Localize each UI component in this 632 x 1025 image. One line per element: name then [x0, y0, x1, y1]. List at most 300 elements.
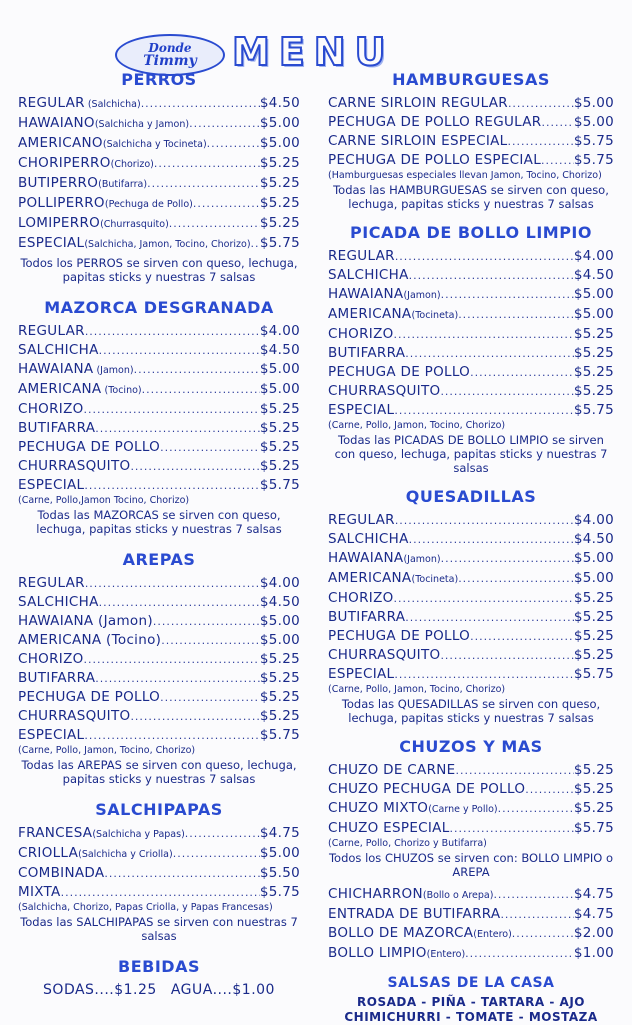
- dot-leader: [134, 360, 260, 379]
- menu-item: [18, 864, 300, 883]
- item-name: [328, 94, 508, 113]
- dot-leader: [189, 114, 260, 133]
- section-title: SALCHIPAPAS: [95, 800, 223, 819]
- item-name: [328, 589, 394, 608]
- item-name: [328, 819, 450, 838]
- item-name: [328, 627, 470, 646]
- item-note: (Entero): [426, 949, 466, 960]
- menu-item: [328, 549, 614, 569]
- dot-leader: [541, 113, 573, 132]
- section-hamburguesas: [328, 70, 614, 211]
- item-name-text: CHURRASQUITO: [328, 383, 441, 399]
- menu-item: [18, 234, 300, 254]
- section-footer-note: Todos los PERROS se sirven con queso, lechuga, papitas sticks y nuestras 7 salsas: [20, 256, 298, 284]
- item-name-text: CHURRASQUITO: [18, 458, 131, 474]
- item-name: [18, 883, 61, 902]
- item-name: [18, 631, 161, 650]
- item-name-text: HAWAIANA: [328, 550, 404, 566]
- item-name-text: ENTRADA DE BUTIFARRA: [328, 906, 501, 922]
- menu-item: [18, 419, 300, 438]
- menu-item: [328, 646, 614, 665]
- section-mazorca: [18, 298, 300, 536]
- item-price: $5.00: [259, 381, 300, 397]
- item-price: $5.00: [259, 632, 300, 648]
- item-price: $4.00: [259, 323, 300, 339]
- menu-item: [18, 322, 300, 341]
- menu-item: [18, 400, 300, 419]
- item-name-text: REGULAR: [18, 575, 85, 591]
- item-name-text: PECHUGA DE POLLO: [18, 689, 161, 705]
- item-price: $5.25: [573, 781, 614, 797]
- section-perros: [18, 70, 300, 284]
- menu-item: [328, 780, 614, 799]
- item-price: $4.50: [259, 95, 300, 111]
- item-note: (Pechuga de Pollo): [104, 199, 193, 210]
- item-name-text: REGULAR: [18, 95, 85, 111]
- item-note: (Tocineta): [411, 310, 459, 321]
- item-name: [18, 438, 160, 457]
- section-sub-note: (Salchicha, Chorizo, Papas Criolla, y Papas Francesas): [18, 902, 273, 913]
- item-name: [18, 669, 95, 688]
- dot-leader: [61, 883, 260, 902]
- sodas-price: SODAS....$1.25: [43, 982, 157, 998]
- item-name: [328, 905, 500, 924]
- item-name: [328, 285, 441, 305]
- menu-item: [18, 631, 300, 650]
- menu-item: [328, 819, 614, 838]
- item-name-text: CHORIZO: [18, 401, 84, 417]
- item-name-text: ESPECIAL: [18, 477, 85, 493]
- item-name: [328, 608, 405, 627]
- item-name: [18, 322, 85, 341]
- menu-item: [328, 665, 614, 684]
- menu-item: [18, 883, 300, 902]
- dot-leader: [185, 824, 260, 843]
- agua-price: AGUA....$1.00: [170, 982, 275, 998]
- item-name-text: CHUZO DE CARNE: [328, 762, 456, 778]
- dot-leader: [409, 266, 574, 285]
- item-name: [18, 844, 173, 864]
- item-name: [328, 569, 458, 589]
- item-name: [328, 382, 440, 401]
- item-price: $5.75: [573, 820, 614, 836]
- dot-leader: [95, 419, 260, 438]
- menu-item: [18, 94, 300, 114]
- dot-leader: [130, 707, 259, 726]
- dot-leader: [394, 665, 574, 684]
- dot-leader: [85, 574, 260, 593]
- bebidas-row: [18, 981, 300, 999]
- item-name-text: HAWAIANA: [18, 361, 94, 377]
- item-name: [328, 924, 512, 944]
- item-name: [328, 305, 458, 325]
- item-name-text: CHURRASQUITO: [328, 647, 441, 663]
- menu-item: [18, 214, 300, 234]
- menu-item: [328, 761, 614, 780]
- item-price: $4.75: [573, 886, 614, 902]
- item-name: [328, 780, 525, 799]
- item-name-text: AMERICANO: [18, 135, 103, 151]
- item-name: [328, 113, 541, 132]
- section-bebidas: [18, 957, 300, 999]
- section-sub-note: (Carne, Pollo, Jamon, Tocino, Chorizo): [328, 420, 506, 431]
- item-note: (Salchicha y Criolla): [78, 849, 173, 860]
- item-price: $5.00: [259, 135, 300, 151]
- menu-item: [328, 627, 614, 646]
- dot-leader: [394, 589, 574, 608]
- dot-leader: [99, 593, 260, 612]
- dot-leader: [465, 944, 574, 963]
- dot-leader: [147, 174, 260, 193]
- dot-leader: [84, 726, 260, 745]
- menu-item: [328, 944, 614, 964]
- item-name-text: BUTIFARRA: [18, 670, 96, 686]
- item-name: [328, 646, 440, 665]
- menu-item: [328, 608, 614, 627]
- item-name: [328, 344, 405, 363]
- dot-leader: [441, 285, 574, 304]
- dot-leader: [84, 400, 260, 419]
- item-price: $5.75: [573, 402, 614, 418]
- item-name: [18, 650, 84, 669]
- item-name-text: SALCHICHA: [18, 594, 99, 610]
- item-price: $5.00: [573, 114, 614, 130]
- section-picada: [328, 223, 614, 475]
- dot-leader: [99, 341, 260, 360]
- item-name: [18, 864, 104, 883]
- item-name-text: PECHUGA DE POLLO: [18, 439, 161, 455]
- item-price: $5.00: [573, 570, 614, 586]
- item-name: [18, 824, 185, 844]
- item-name: [328, 511, 395, 530]
- section-footer-note: Todas las QUESADILLAS se sirven con queso, lechuga, papitas sticks y nuestras 7 salsas: [341, 697, 601, 725]
- item-name-text: HAWAIANA (Jamon): [18, 613, 153, 629]
- item-price: $5.75: [259, 884, 300, 900]
- item-name-text: CHUZO MIXTO: [328, 800, 429, 816]
- item-name: [328, 132, 507, 151]
- item-price: $5.25: [573, 326, 614, 342]
- menu-item: [328, 325, 614, 344]
- menu-item: [328, 151, 614, 170]
- item-note: (Butifarra): [98, 179, 148, 190]
- section-footer-note: Todas las AREPAS se sirven con queso, lechuga, papitas sticks y nuestras 7 salsas: [21, 758, 297, 786]
- dot-leader: [394, 325, 574, 344]
- section-title: SALSAS DE LA CASA: [387, 975, 555, 991]
- item-name-text: ESPECIAL: [328, 402, 395, 418]
- item-price: $4.75: [259, 825, 300, 841]
- item-name-text: PECHUGA DE POLLO REGULAR: [328, 114, 542, 130]
- item-price: $4.75: [573, 906, 614, 922]
- item-note: (Salchicha): [84, 99, 141, 110]
- dot-leader: [512, 924, 574, 943]
- item-price: $5.75: [259, 235, 300, 251]
- dot-leader: [141, 94, 260, 113]
- item-name: [18, 380, 142, 400]
- section-title: BEBIDAS: [118, 957, 200, 976]
- item-name: [18, 360, 134, 380]
- item-note: (Salchicha, Jamon, Tocino, Chorizo): [84, 239, 251, 250]
- menu-item: [328, 132, 614, 151]
- section-title: HAMBURGUESAS: [392, 70, 550, 89]
- item-name-text: ESPECIAL: [328, 666, 395, 682]
- section-sub-note: (Hamburguesas especiales llevan Jamon, Tocino, Chorizo): [328, 170, 602, 181]
- item-note: (Jamon): [403, 554, 441, 565]
- section-footer-note: Todas las HAMBURGUESAS se sirven con queso, lechuga, papitas sticks y nuestras 7 salsas: [333, 183, 609, 211]
- item-name-text: AMERICANA: [328, 306, 412, 322]
- item-name: [328, 325, 394, 344]
- item-name-text: CHORIZO: [18, 651, 84, 667]
- menu-item: [18, 844, 300, 864]
- item-name: [328, 799, 498, 819]
- menu-item: [328, 266, 614, 285]
- menu-item: [328, 924, 614, 944]
- item-note: (Tocino): [101, 385, 142, 396]
- item-name: [18, 612, 153, 631]
- dot-leader: [104, 864, 259, 883]
- dot-leader: [440, 646, 573, 665]
- item-name-text: ESPECIAL: [18, 727, 85, 743]
- menu-item: [328, 589, 614, 608]
- item-price: $5.25: [573, 383, 614, 399]
- item-price: $5.25: [573, 647, 614, 663]
- item-price: $5.00: [259, 115, 300, 131]
- menu-item: [18, 154, 300, 174]
- item-name-text: ESPECIAL: [18, 235, 85, 251]
- item-name: [328, 549, 441, 569]
- menu-item: [18, 688, 300, 707]
- menu-item: [328, 530, 614, 549]
- item-name: [18, 114, 189, 134]
- menu-item: [18, 650, 300, 669]
- dot-leader: [498, 799, 574, 818]
- menu-item: [328, 285, 614, 305]
- item-name: [18, 419, 95, 438]
- left-column: [18, 70, 300, 999]
- salsas-line-1: ROSADA - PIÑA - TARTARA - AJO: [357, 995, 585, 1009]
- item-price: $5.25: [259, 155, 300, 171]
- dot-leader: [395, 511, 574, 530]
- dot-leader: [508, 94, 574, 113]
- item-name-text: BUTIFARRA: [18, 420, 96, 436]
- item-price: $5.25: [573, 609, 614, 625]
- item-price: $5.25: [259, 439, 300, 455]
- item-name-text: CHICHARRON: [328, 886, 423, 902]
- section-footer-note: Todos los CHUZOS se sirven con: BOLLO LIMPIO o AREPA: [328, 851, 614, 879]
- item-name: [18, 688, 160, 707]
- item-note: (Carne y Pollo): [428, 804, 498, 815]
- item-name: [18, 707, 130, 726]
- item-price: $5.25: [573, 800, 614, 816]
- section-title: PICADA DE BOLLO LIMPIO: [350, 223, 592, 242]
- item-name-text: BOLLO LIMPIO: [328, 945, 427, 961]
- item-name-text: REGULAR: [328, 248, 395, 264]
- menu-item: [18, 438, 300, 457]
- item-name: [18, 574, 85, 593]
- section-footer-note: Todas las PICADAS DE BOLLO LIMPIO se sirven con queso, lechuga, papitas sticks y nuestras 7 salsas: [334, 433, 608, 475]
- section-footer-note: Todas las SALCHIPAPAS se sirven con nuestras 7 salsas: [20, 915, 298, 943]
- item-name: [18, 174, 147, 194]
- item-note: (Tocineta): [411, 574, 459, 585]
- dot-leader: [395, 247, 574, 266]
- menu-item: [328, 94, 614, 113]
- item-name: [328, 151, 541, 170]
- menu-item: [328, 885, 614, 905]
- item-name-text: MIXTA: [18, 884, 61, 900]
- item-price: $5.75: [573, 666, 614, 682]
- item-name: [18, 194, 193, 214]
- item-name-text: POLLIPERRO: [18, 195, 105, 211]
- item-name: [328, 247, 395, 266]
- item-name: [328, 363, 470, 382]
- item-name-text: AMERICANA: [328, 570, 412, 586]
- item-name-text: BOLLO DE MAZORCA: [328, 925, 474, 941]
- item-name-text: AMERICANA (Tocino): [18, 632, 162, 648]
- menu-item: [18, 194, 300, 214]
- item-name-text: HAWAIANO: [18, 115, 95, 131]
- item-name: [18, 214, 169, 234]
- item-name-text: CRIOLLA: [18, 845, 79, 861]
- item-price: $5.00: [573, 95, 614, 111]
- dot-leader: [169, 214, 260, 233]
- menu-item: [328, 569, 614, 589]
- item-price: $5.00: [573, 550, 614, 566]
- dot-leader: [455, 761, 573, 780]
- item-name-text: BUTIFARRA: [328, 609, 406, 625]
- section-sub-note: (Carne, Pollo,Jamon Tocino, Chorizo): [18, 495, 190, 506]
- donde-timmy-logo: Donde Timmy: [115, 34, 225, 76]
- section-title: CHUZOS Y MAS: [399, 737, 543, 756]
- section-quesadillas: [328, 487, 614, 725]
- item-note: (Salchicha y Papas): [92, 829, 185, 840]
- item-name: [18, 726, 84, 745]
- item-name-text: CHORIPERRO: [18, 155, 111, 171]
- dot-leader: [405, 608, 574, 627]
- menu-item: [18, 134, 300, 154]
- item-name-text: CHORIZO: [328, 590, 394, 606]
- section-sub-note: (Carne, Pollo, Jamon, Tocino, Chorizo): [18, 745, 196, 756]
- item-price: $5.25: [259, 458, 300, 474]
- item-name-text: SALCHICHA: [18, 342, 99, 358]
- item-price: $4.50: [259, 342, 300, 358]
- section-chuzos: [328, 737, 614, 964]
- item-price: $5.25: [573, 628, 614, 644]
- dot-leader: [541, 151, 574, 170]
- menu-item: [328, 247, 614, 266]
- dot-leader: [458, 569, 574, 588]
- dot-leader: [173, 844, 260, 863]
- item-name-text: COMBINADA: [18, 865, 105, 881]
- menu-item: [18, 612, 300, 631]
- menu-item: [328, 363, 614, 382]
- menu-item: [18, 824, 300, 844]
- dot-leader: [440, 382, 573, 401]
- item-price: $5.25: [259, 215, 300, 231]
- dot-leader: [84, 650, 260, 669]
- menu-item: [18, 114, 300, 134]
- item-note: (Jamon): [93, 365, 134, 376]
- menu-item: [328, 382, 614, 401]
- item-price: $4.50: [573, 531, 614, 547]
- section-sub-note: (Carne, Pollo, Chorizo y Butifarra): [328, 838, 487, 849]
- dot-leader: [154, 154, 260, 173]
- item-price: $5.25: [573, 590, 614, 606]
- item-name: [328, 885, 493, 905]
- item-name-text: SALCHICHA: [328, 267, 409, 283]
- item-note: (Bollo o Arepa): [422, 890, 494, 901]
- dot-leader: [193, 194, 260, 213]
- menu-item: [328, 305, 614, 325]
- menu-item: [18, 726, 300, 745]
- item-price: $5.25: [259, 175, 300, 191]
- dot-leader: [160, 688, 260, 707]
- item-name: [18, 457, 130, 476]
- section-title: PERROS: [121, 70, 197, 89]
- menu-item: [18, 174, 300, 194]
- item-price: $5.25: [259, 195, 300, 211]
- item-note: (Salchicha y Tocineta): [102, 139, 207, 150]
- item-name: [328, 530, 409, 549]
- item-name-text: CARNE SIRLOIN REGULAR: [328, 95, 508, 111]
- item-price: $5.25: [259, 401, 300, 417]
- item-name-text: BUTIPERRO: [18, 175, 99, 191]
- dot-leader: [161, 631, 260, 650]
- menu-item: [18, 574, 300, 593]
- section-title: MAZORCA DESGRANADA: [44, 298, 274, 317]
- dot-leader: [95, 669, 260, 688]
- dot-leader: [207, 134, 260, 153]
- item-price: $5.75: [573, 133, 614, 149]
- dot-leader: [142, 380, 260, 399]
- dot-leader: [251, 234, 260, 253]
- item-name-text: REGULAR: [328, 512, 395, 528]
- menu-item: [18, 457, 300, 476]
- item-price: $5.00: [259, 845, 300, 861]
- item-name: [18, 476, 84, 495]
- dot-leader: [394, 401, 574, 420]
- item-name-text: BUTIFARRA: [328, 345, 406, 361]
- menu-item: [18, 380, 300, 400]
- menu-item: [18, 669, 300, 688]
- menu-item: [328, 799, 614, 819]
- dot-leader: [458, 305, 574, 324]
- dot-leader: [470, 627, 574, 646]
- menu-item: [328, 344, 614, 363]
- item-name-text: CHURRASQUITO: [18, 708, 131, 724]
- item-price: $4.00: [259, 575, 300, 591]
- item-name-text: SALCHICHA: [328, 531, 409, 547]
- section-footer-note: Todas las MAZORCAS se sirven con queso, lechuga, papitas sticks y nuestras 7 salsas: [36, 508, 282, 536]
- item-price: $5.75: [259, 727, 300, 743]
- item-note: (Churrasquito): [100, 219, 169, 230]
- item-note: (Entero): [473, 929, 512, 940]
- item-name: [18, 134, 207, 154]
- item-name-text: CHORIZO: [328, 326, 394, 342]
- item-price: $4.00: [573, 512, 614, 528]
- item-price: $1.00: [573, 945, 614, 961]
- item-price: $5.25: [573, 364, 614, 380]
- page-title: MENU: [232, 30, 395, 74]
- dot-leader: [405, 344, 574, 363]
- item-name-text: PECHUGA DE POLLO: [328, 628, 471, 644]
- item-name: [328, 266, 409, 285]
- item-price: $5.25: [259, 708, 300, 724]
- section-title: AREPAS: [122, 550, 196, 569]
- dot-leader: [153, 612, 260, 631]
- menu-item: [18, 341, 300, 360]
- item-price: $5.00: [259, 613, 300, 629]
- dot-leader: [470, 363, 574, 382]
- item-name-text: HAWAIANA: [328, 286, 404, 302]
